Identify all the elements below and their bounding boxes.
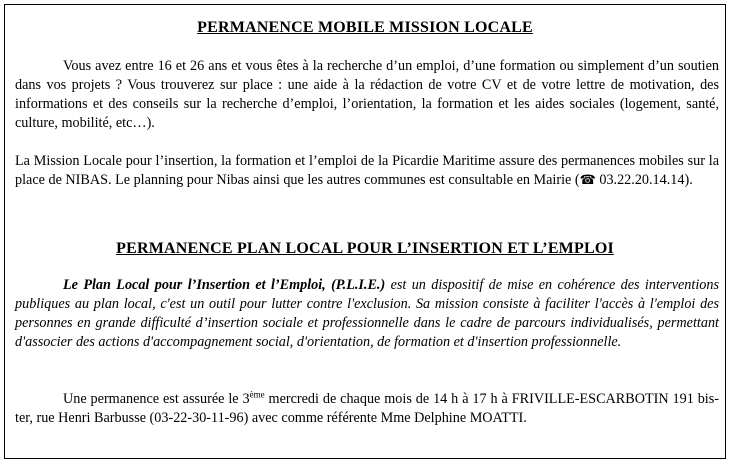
- paragraph-plie-permanence: [15, 390, 719, 428]
- phone-number: 03.22.20.14.14).: [595, 172, 693, 188]
- telephone-icon: ☎: [579, 173, 596, 188]
- ordinal-suffix: ème: [249, 389, 265, 400]
- paragraph-plie-description: [15, 276, 719, 352]
- section-title-mission-locale: PERMANENCE MOBILE MISSION LOCALE: [197, 19, 533, 36]
- plie-description-text: est un dispositif de mise en cohérence des interventions publiques au plan local, c'est un outil pour lutter contre l'exclusion. Sa mission consiste à faciliter l'accès à l'emploi des personnes en grande difficulté d’insertion sociale et professionnelle dans le cadre de parcours individualisés, permettant d'associer des actions d'accompagnement social, d'orientation, de formation et d'insertion professionnelle.: [15, 277, 719, 350]
- section-title-plie: PERMANENCE PLAN LOCAL POUR L’INSERTION ET L’EMPLOI: [116, 240, 614, 257]
- permanence-text-end: mercredi de chaque mois de 14 h à 17 h à FRIVILLE-ESCARBOTIN 191 bis-ter, rue Henri Barbusse (03-22-30-11-96) avec comme référente Mme Delphine MOATTI.: [15, 391, 719, 426]
- paragraph-text: La Mission Locale pour l’insertion, la formation et l’emploi de la Picardie Maritime assure des permanences mobiles sur la place de NIBAS. Le planning pour Nibas ainsi que les autres communes est consultable en Mairie (: [15, 153, 719, 188]
- permanence-text-start: Une permanence est assurée le 3: [63, 391, 250, 407]
- paragraph-mission-locale-info: [15, 152, 719, 190]
- document-frame: [4, 4, 726, 459]
- paragraph-mission-locale-intro: Vous avez entre 16 et 26 ans et vous êtes à la recherche d’un emploi, d’une formation ou simplement d’un soutien dans vos projets ? Vous trouverez sur place : une aide à la rédaction de votre CV et de votre lettre de motivation, des informations et des conseils sur la recherche d’emploi, l’orientation, la formation et les aides sociales (logement, santé, culture, mobilité, etc…).: [15, 58, 719, 131]
- plie-name: Le Plan Local pour l’Insertion et l’Emploi, (P.L.I.E.): [63, 277, 386, 293]
